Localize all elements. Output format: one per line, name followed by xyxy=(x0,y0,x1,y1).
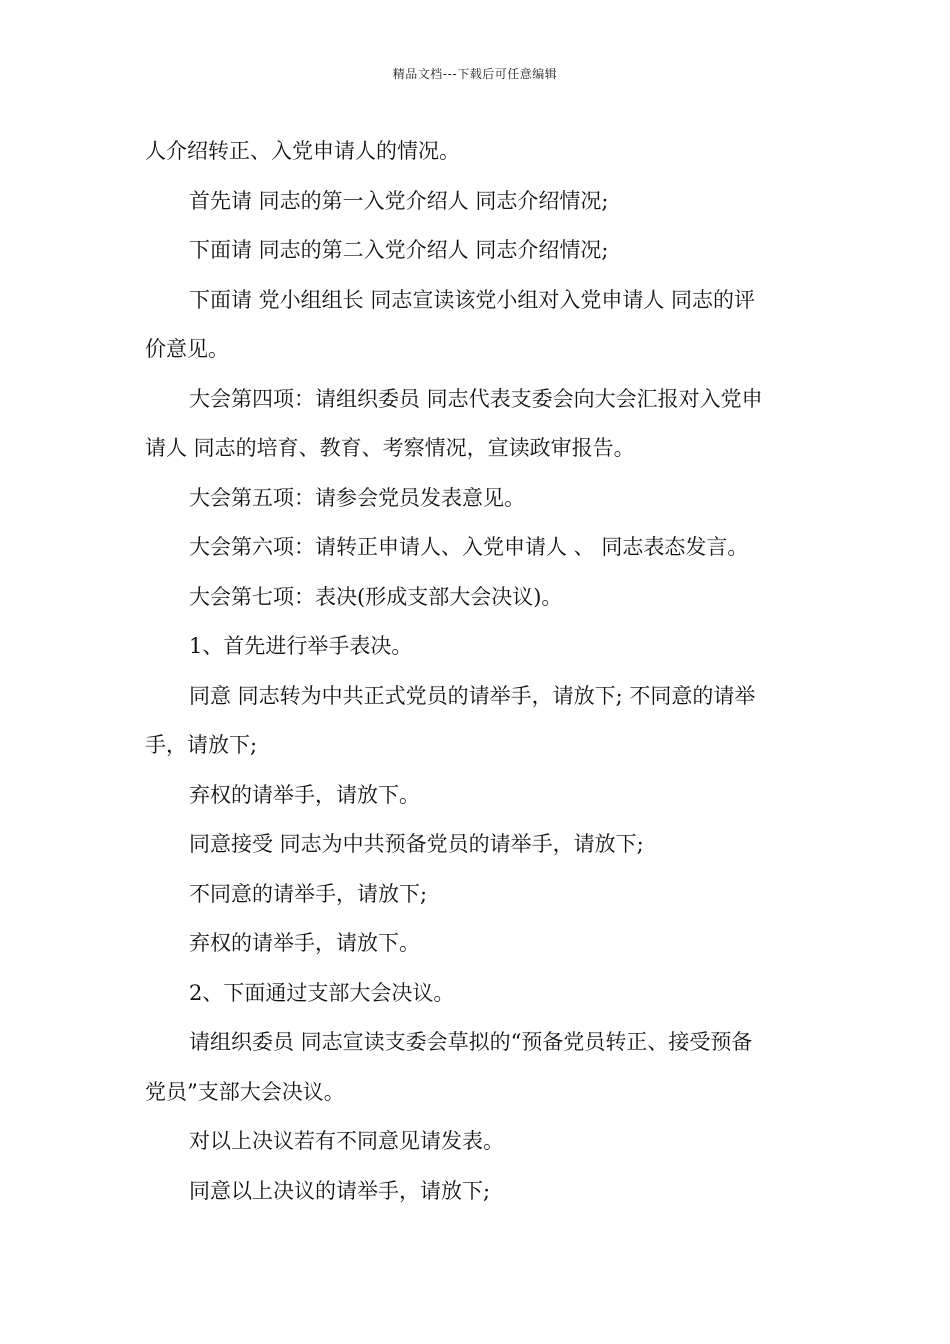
text-line: 下面请 同志的第二入党介绍人 同志介绍情况; xyxy=(189,238,609,262)
text-line: 1、首先进行举手表决。 xyxy=(189,634,413,658)
text-line: 2、下面通过支部大会决议。 xyxy=(189,980,455,1005)
text-line: 同意以上决议的请举手，请放下; xyxy=(189,1178,491,1203)
text-line: 对以上决议若有不同意见请发表。 xyxy=(189,1129,504,1153)
text-line: 不同意的请举手，请放下; xyxy=(189,881,428,906)
page-header: 精品文档---下载后可任意编辑 xyxy=(392,67,558,81)
text-line: 请人 同志的培育、教育、考察情况，宣读政审报告。 xyxy=(145,436,635,460)
text-line: 同意接受 同志为中共预备党员的请举手，请放下; xyxy=(189,832,644,856)
text-line: 人介绍转正、入党申请人的情况。 xyxy=(145,139,460,163)
text-line: 价意见。 xyxy=(145,337,229,361)
text-line: 同意 同志转为中共正式党员的请举手，请放下; 不同意的请举 xyxy=(189,683,756,708)
text-line: 党员”支部大会决议。 xyxy=(145,1079,345,1104)
text-line: 请组织委员 同志宣读支委会草拟的“预备党员转正、接受预备 xyxy=(189,1030,753,1054)
text-line: 大会第七项：表决(形成支部大会决议)。 xyxy=(189,584,563,609)
text-line: 大会第六项：请转正申请人、入党申请人 、 同志表态发言。 xyxy=(189,535,749,559)
document-body xyxy=(145,127,809,1216)
text-line: 首先请 同志的第一入党介绍人 同志介绍情况; xyxy=(189,188,609,213)
text-line: 大会第四项：请组织委员 同志代表支委会向大会汇报对入党申 xyxy=(189,386,763,411)
text-line: 大会第五项：请参会党员发表意见。 xyxy=(189,485,525,510)
text-line: 下面请 党小组组长 同志宣读该党小组对入党申请人 同志的评 xyxy=(189,287,756,312)
text-line: 弃权的请举手，请放下。 xyxy=(189,782,420,807)
text-line: 手，请放下; xyxy=(145,733,258,757)
text-line: 弃权的请举手，请放下。 xyxy=(189,931,420,955)
